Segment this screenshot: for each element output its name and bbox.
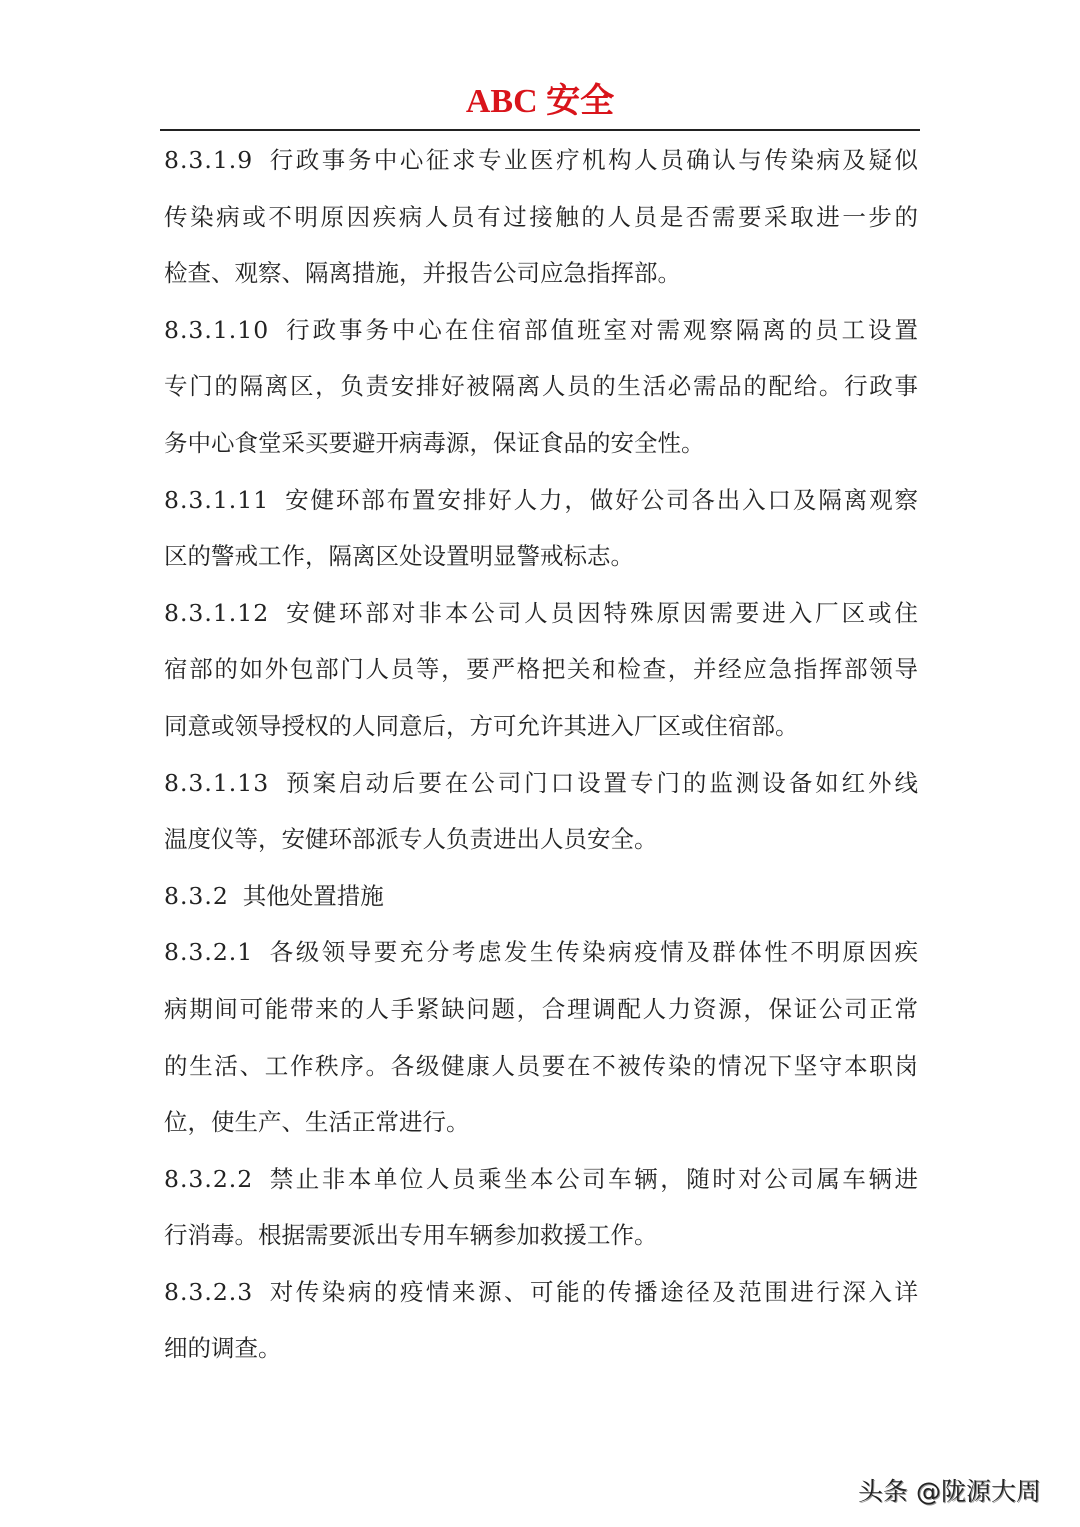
paragraph-line	[164, 528, 918, 585]
line-text: 同意或领导授权的人同意后，方可允许其进入厂区或住宿部。	[164, 711, 799, 740]
clause-number: 8.3.2.3	[164, 1277, 254, 1306]
paragraph-line	[164, 1038, 918, 1095]
clause-number: 8.3.1.12	[164, 598, 270, 627]
paragraph-line	[164, 1151, 918, 1208]
clause-number: 8.3.2	[164, 881, 229, 910]
paragraph-line	[164, 415, 918, 472]
watermark: 头条 @陇源大周	[858, 1477, 1041, 1506]
line-text: 行消毒。根据需要派出专用车辆参加救援工作。	[164, 1221, 658, 1250]
paragraph-line	[164, 1264, 918, 1321]
clause-number: 8.3.1.11	[164, 485, 270, 514]
paragraph-line	[164, 358, 918, 415]
paragraph-line	[164, 1207, 918, 1264]
paragraph-line	[164, 1320, 918, 1377]
paragraph-line	[164, 981, 918, 1038]
paragraph-line	[164, 245, 918, 302]
clause-number: 8.3.2.1	[164, 938, 254, 967]
line-text: 安健环部布置安排好人力，做好公司各出入口及隔离观察	[283, 485, 918, 514]
paragraph-line	[164, 302, 918, 359]
paragraph-line	[164, 868, 918, 925]
line-text: 的生活、工作秩序。各级健康人员要在不被传染的情况下坚守本职岗	[164, 1051, 918, 1080]
line-text: 其他处置措施	[242, 881, 384, 910]
line-text: 专门的隔离区，负责安排好被隔离人员的生活必需品的配给。行政事	[164, 372, 918, 401]
line-text: 宿部的如外包部门人员等，要严格把关和检查，并经应急指挥部领导	[164, 655, 918, 684]
line-text: 务中心食堂采买要避开病毒源，保证食品的安全性。	[164, 428, 705, 457]
line-text: 行政事务中心在住宿部值班室对需观察隔离的员工设置	[283, 315, 918, 344]
clause-number: 8.3.2.2	[164, 1164, 254, 1193]
line-text: 对传染病的疫情来源、可能的传播途径及范围进行深入详	[267, 1277, 918, 1306]
line-text: 传染病或不明原因疾病人员有过接触的人员是否需要采取进一步的	[164, 202, 918, 231]
line-text: 安健环部对非本公司人员因特殊原因需要进入厂区或住	[283, 598, 918, 627]
line-text: 细的调查。	[164, 1334, 282, 1363]
header-divider	[160, 129, 920, 131]
document-body	[164, 132, 918, 1377]
line-text: 位，使生产、生活正常进行。	[164, 1108, 470, 1137]
line-text: 各级领导要充分考虑发生传染病疫情及群体性不明原因疾	[267, 938, 918, 967]
document-header-title: ABC 安全	[465, 83, 615, 120]
line-text: 行政事务中心征求专业医疗机构人员确认与传染病及疑似	[267, 146, 918, 174]
paragraph-line	[164, 811, 918, 868]
paragraph-line	[164, 924, 918, 981]
paragraph-line	[164, 698, 918, 755]
clause-number: 8.3.1.9	[164, 146, 254, 174]
paragraph-line	[164, 472, 918, 529]
clause-number: 8.3.1.13	[164, 768, 270, 797]
paragraph-line	[164, 755, 918, 812]
paragraph-line	[164, 132, 918, 189]
paragraph-line	[164, 585, 918, 642]
line-text: 预案启动后要在公司门口设置专门的监测设备如红外线	[283, 768, 918, 797]
paragraph-line	[164, 189, 918, 246]
line-text: 温度仪等，安健环部派专人负责进出人员安全。	[164, 825, 658, 854]
line-text: 病期间可能带来的人手紧缺问题，合理调配人力资源，保证公司正常	[164, 994, 918, 1023]
line-text: 禁止非本单位人员乘坐本公司车辆，随时对公司属车辆进	[267, 1164, 918, 1193]
line-text: 检查、观察、隔离措施，并报告公司应急指挥部。	[164, 259, 681, 288]
paragraph-line	[164, 1094, 918, 1151]
clause-number: 8.3.1.10	[164, 315, 270, 344]
line-text: 区的警戒工作，隔离区处设置明显警戒标志。	[164, 542, 634, 571]
paragraph-line	[164, 641, 918, 698]
